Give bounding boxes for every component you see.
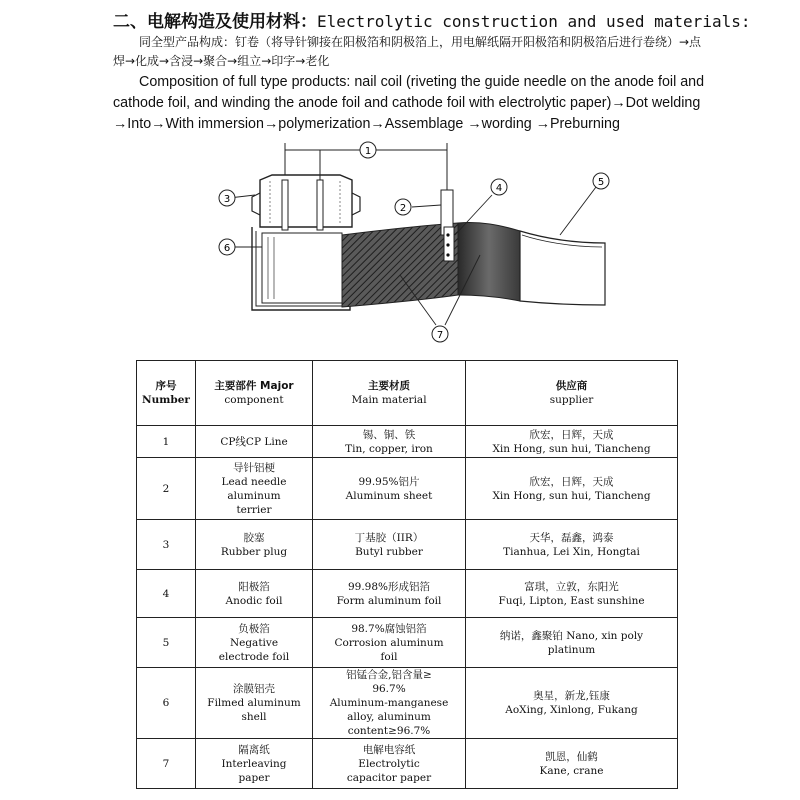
section-heading-en: Electrolytic construction and used materials:: [317, 12, 751, 31]
supplier-line: Tianhua, Lei Xin, Hongtai: [503, 545, 640, 558]
section-heading-zh: 二、电解构造及使用材料：: [113, 12, 317, 32]
material-line: Aluminum sheet: [345, 489, 433, 502]
header-number: [137, 361, 196, 426]
material-line: 96.7%: [372, 683, 406, 695]
header-material-en: Main material: [351, 394, 427, 406]
section-heading: [113, 7, 750, 32]
cell-component: [196, 618, 313, 668]
cell-supplier: [466, 618, 678, 668]
table-row: [137, 570, 678, 618]
cell-supplier: [466, 739, 678, 789]
component-line: 导针铝梗: [233, 461, 275, 474]
header-supplier: [466, 361, 678, 426]
callout-1-label: 1: [364, 146, 372, 157]
cell-supplier: [466, 520, 678, 570]
component-line: 涂膜铝壳: [233, 683, 275, 695]
cell-number: 3: [137, 520, 196, 570]
cell-material: [313, 520, 466, 570]
callout-7: [432, 326, 448, 342]
header-component-zh: 主要部件 Major: [214, 380, 294, 392]
cell-number: 4: [137, 570, 196, 618]
material-line: 99.98%形成铝箔: [347, 580, 431, 593]
callout-4-label: 4: [495, 183, 503, 194]
table-row: [137, 668, 678, 739]
header-number-zh: 序号: [155, 380, 177, 392]
callout-7-label: 7: [436, 330, 444, 341]
cell-supplier: [466, 458, 678, 520]
supplier-line: platinum: [547, 643, 596, 656]
supplier-line: 欣宏，日辉，天成: [529, 428, 614, 441]
supplier-line: 天华，磊鑫，鸿泰: [529, 531, 614, 544]
table-body: [137, 426, 678, 789]
component-line: paper: [238, 771, 270, 784]
component-line: terrier: [236, 503, 272, 516]
callout-6: [219, 239, 235, 255]
component-line: aluminum: [227, 489, 281, 502]
cell-component: [196, 426, 313, 458]
cell-supplier: [466, 570, 678, 618]
component-line: 阳极箔: [238, 580, 270, 593]
material-line: 98.7%腐蚀铝箔: [351, 622, 427, 635]
material-line: Butyl rubber: [355, 545, 423, 558]
component-line: Rubber plug: [220, 545, 288, 558]
cell-number: 1: [137, 426, 196, 458]
cell-material: [313, 668, 466, 739]
table-row: [137, 618, 678, 668]
material-line: capacitor paper: [346, 771, 432, 784]
capacitor-element: [262, 233, 342, 303]
callout-3-label: 3: [223, 194, 231, 205]
material-line: Corrosion aluminum: [334, 636, 444, 649]
component-line: shell: [241, 711, 267, 723]
supplier-line: Xin Hong, sun hui, Tiancheng: [492, 489, 651, 502]
cell-component: [196, 458, 313, 520]
callout-2: [395, 199, 411, 215]
supplier-line: 纳诺，鑫聚铂 Nano, xin poly: [499, 629, 644, 642]
table-header-row: [137, 361, 678, 426]
component-line: Lead needle: [221, 475, 287, 488]
supplier-line: Xin Hong, sun hui, Tiancheng: [492, 442, 651, 455]
component-line: Negative: [229, 636, 279, 649]
material-line: content≥96.7%: [347, 725, 431, 737]
header-material: [313, 361, 466, 426]
material-line: Tin, copper, iron: [345, 442, 433, 455]
cell-material: [313, 458, 466, 520]
callout-5: [593, 173, 609, 189]
component-line: electrode foil: [218, 650, 290, 663]
supplier-line: Fuqi, Lipton, East sunshine: [498, 594, 645, 607]
table-row: [137, 426, 678, 458]
table-row: [137, 458, 678, 520]
material-line: 99.95%铝片: [358, 475, 420, 488]
callout-5-label: 5: [597, 177, 605, 188]
cell-number: 6: [137, 668, 196, 739]
cell-component: [196, 739, 313, 789]
intro-en-paragraph: Composition of full type products: nail coil (riveting the guide needle on the anode foil and cathode foil, and winding the anode foil and cathode foil with electrolytic paper)→Dot welding →Into→With immersion→polymerization→Assemblage →wording →Preburning: [113, 74, 705, 132]
cell-component: [196, 520, 313, 570]
callout-6-label: 6: [223, 243, 231, 254]
component-line: 胶塞: [243, 531, 265, 544]
component-line: Anodic foil: [225, 594, 283, 607]
materials-table: [136, 360, 678, 789]
header-supplier-en: supplier: [549, 394, 594, 406]
cell-supplier: [466, 426, 678, 458]
rolled-foils: [342, 222, 605, 307]
cell-supplier: [466, 668, 678, 739]
material-line: alloy, aluminum: [347, 711, 431, 723]
supplier-line: 凯恩，仙鹤: [545, 750, 598, 763]
header-number-en: Number: [142, 394, 190, 406]
material-line: 锡、铜、铁: [362, 428, 416, 441]
header-component: [196, 361, 313, 426]
capacitor-construction-diagram: [200, 135, 620, 350]
rubber-plug: [252, 175, 360, 227]
material-line: 电解电容纸: [362, 743, 416, 756]
cell-material: [313, 426, 466, 458]
header-component-en: component: [224, 394, 284, 406]
callout-3: [219, 190, 235, 206]
material-line: Form aluminum foil: [336, 594, 442, 607]
intro-zh-paragraph: 同全型产品构成：钉卷（将导针铆接在阳极箔和阴极箔上，用电解纸隔开阳极箔和阴极箔后进行卷绕）→点焊→化成→含浸→聚合→组立→印字→老化: [113, 35, 702, 68]
header-material-zh: 主要材质: [368, 380, 410, 392]
table-row: [137, 739, 678, 789]
cell-component: [196, 570, 313, 618]
material-line: Electrolytic: [358, 757, 420, 770]
header-supplier-zh: 供应商: [555, 380, 588, 392]
cell-number: 5: [137, 618, 196, 668]
component-line: Filmed aluminum: [207, 697, 301, 709]
component-line: Interleaving: [221, 757, 287, 770]
callout-1: [360, 142, 376, 158]
supplier-line: 富琪，立敦，东阳光: [524, 580, 619, 593]
material-line: 丁基胶（IIR）: [354, 531, 424, 544]
material-line: foil: [380, 650, 398, 663]
table-row: [137, 520, 678, 570]
cell-number: 2: [137, 458, 196, 520]
supplier-line: 奥星，新龙,钰康: [533, 690, 610, 702]
material-line: Aluminum-manganese: [329, 697, 449, 709]
cell-material: [313, 570, 466, 618]
component-line: 隔离纸: [238, 743, 270, 756]
component-line: 负极箔: [238, 622, 270, 635]
callout-4: [491, 179, 507, 195]
cell-number: 7: [137, 739, 196, 789]
supplier-line: Kane, crane: [539, 764, 604, 777]
supplier-line: 欣宏，日辉，天成: [529, 475, 614, 488]
material-line: 铝锰合金,铝含量≥: [346, 669, 432, 681]
supplier-line: AoXing, Xinlong, Fukang: [505, 704, 638, 716]
component-line: CP线CP Line: [220, 435, 288, 448]
callout-2-label: 2: [399, 203, 407, 214]
cell-material: [313, 618, 466, 668]
cell-material: [313, 739, 466, 789]
cell-component: [196, 668, 313, 739]
